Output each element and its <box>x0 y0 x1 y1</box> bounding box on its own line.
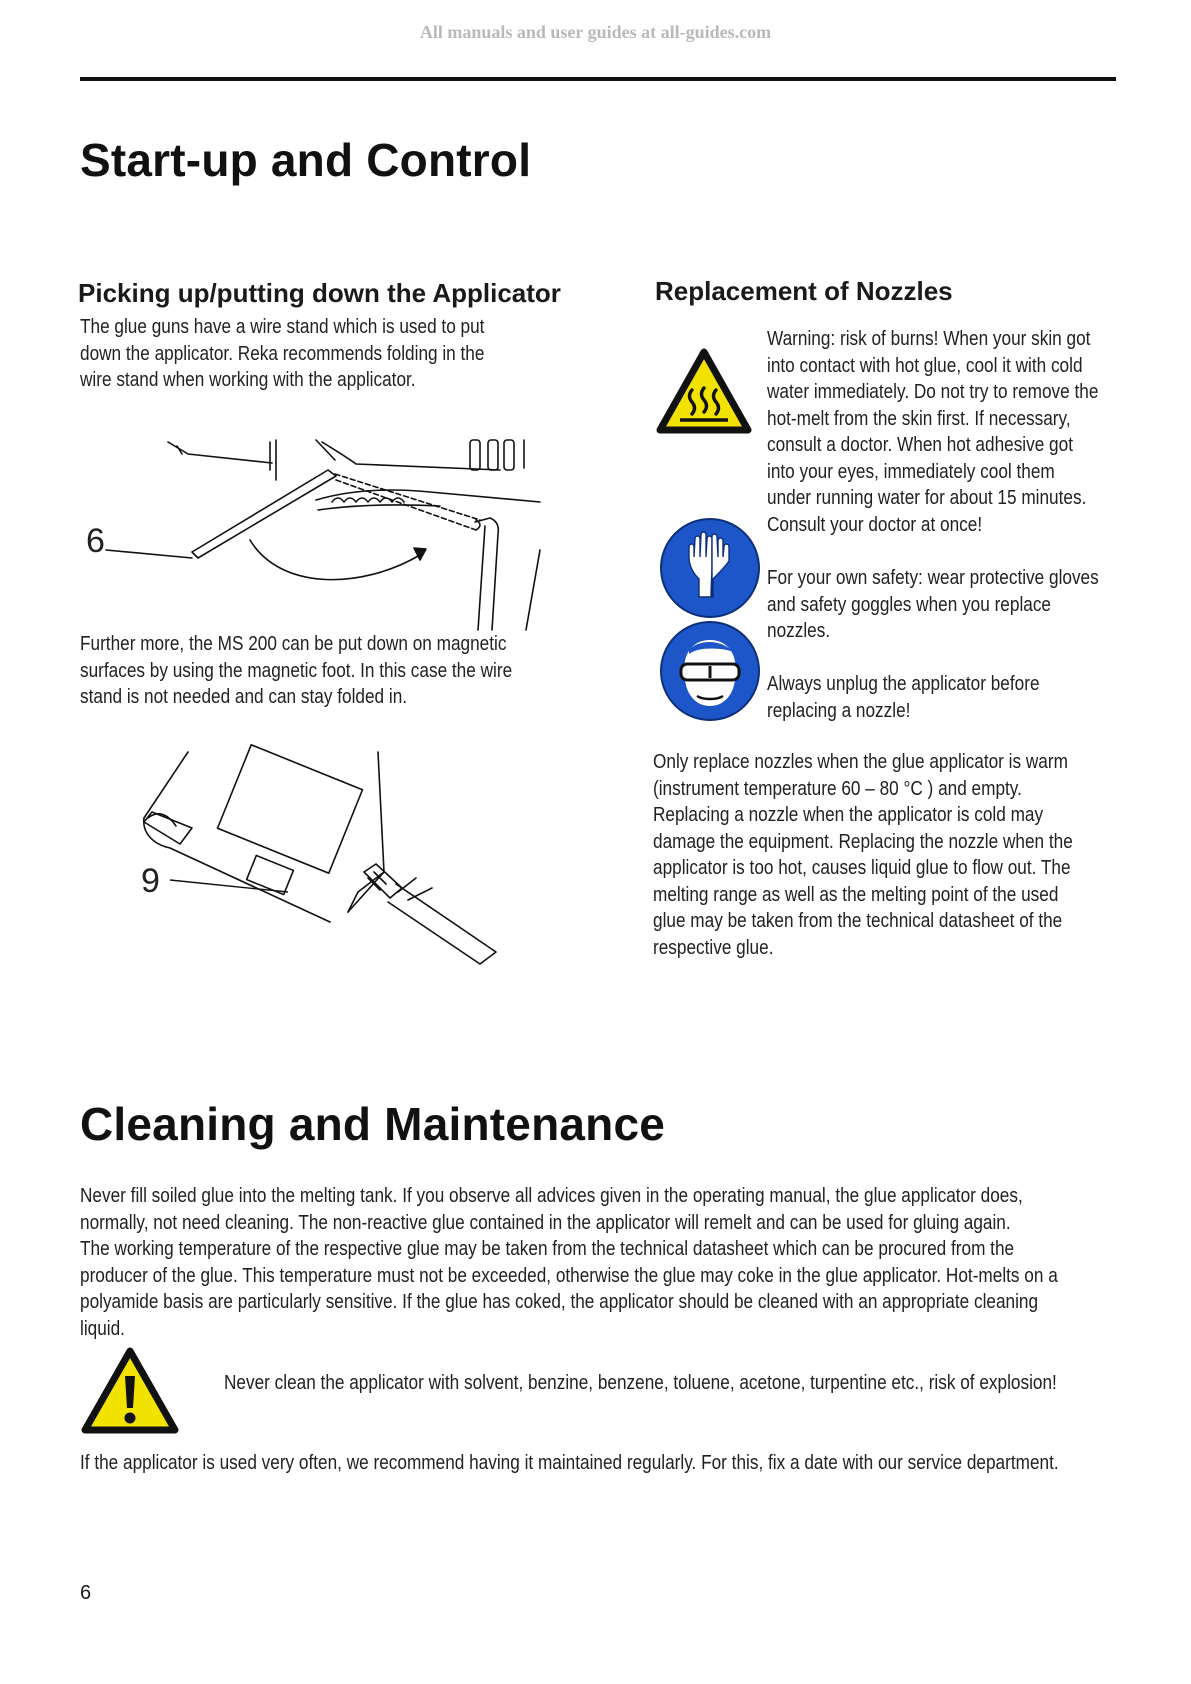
text-line: polyamide basis are particularly sensitive. If the glue has coked, the applicator should be cleaned with an appropriate cleaning <box>80 1291 1039 1313</box>
text-line: Always unplug the applicator before <box>767 673 1040 695</box>
exclamation-warning-icon <box>80 1346 180 1436</box>
text-line: hot-melt from the skin first. If necessary, <box>767 407 1071 430</box>
unplug-text <box>767 671 1040 724</box>
text-line: liquid. <box>80 1317 125 1340</box>
applicator-paragraph-1 <box>80 314 484 394</box>
text-line: The working temperature of the respective glue may be taken from the technical datasheet which can be procured from the <box>80 1238 1015 1260</box>
text-line: producer of the glue. This temperature must not be exceeded, otherwise the glue may coke in the glue applicator. Hot-melts on a <box>80 1264 1058 1287</box>
top-rule <box>80 77 1116 81</box>
replace-nozzle-paragraph <box>653 749 1073 961</box>
text-line: nozzles. <box>767 620 831 642</box>
text-line: Consult your doctor at once! <box>767 513 983 536</box>
nozzles-heading: Replacement of Nozzles <box>655 276 953 306</box>
figure-label-9: 9 <box>141 862 160 900</box>
text-line: stand is not needed and can stay folded in. <box>80 686 408 708</box>
text-line: down the applicator. Reka recommends folding in the <box>80 342 485 365</box>
burn-warning-text <box>767 326 1098 538</box>
page-title: Start-up and Control <box>80 134 532 186</box>
text-line: applicator is too hot, causes liquid glue to flow out. The <box>653 857 1071 879</box>
page-number: 6 <box>80 1582 92 1604</box>
service-text <box>80 1450 1059 1477</box>
text-line: melting range as well as the melting point of the used <box>653 883 1059 906</box>
text-line: Further more, the MS 200 can be put down on magnetic <box>80 633 507 655</box>
text-line: Never clean the applicator with solvent, benzine, benzene, toluene, acetone, turpentine etc., risk of explosion! <box>224 1372 1057 1394</box>
text-line: respective glue. <box>653 936 774 959</box>
text-line: Warning: risk of burns! When your skin got <box>767 328 1091 350</box>
text-line: water immediately. Do not try to remove the <box>767 381 1099 403</box>
applicator-paragraph-2 <box>80 631 512 711</box>
text-line: into contact with hot glue, cool it with cold <box>767 354 1083 377</box>
text-line: damage the equipment. Replacing the nozzle when the <box>653 830 1073 853</box>
text-line: normally, not need cleaning. The non-reactive glue contained in the applicator will remelt and can be used for gluing again. <box>80 1211 1011 1234</box>
text-line: wire stand when working with the applicator. <box>80 369 416 391</box>
text-line: and safety goggles when you replace <box>767 593 1052 616</box>
text-line: surfaces by using the magnetic foot. In this case the wire <box>80 659 513 682</box>
text-line: Never fill soiled glue into the melting tank. If you observe all advices given in the operating manual, the glue applicator does, <box>80 1185 1023 1207</box>
solvent-warning-text <box>224 1370 1057 1397</box>
text-line: replacing a nozzle! <box>767 699 911 722</box>
figure-label-6: 6 <box>86 522 105 560</box>
cleaning-paragraph <box>80 1183 1058 1342</box>
safety-goggles-icon <box>659 620 761 722</box>
text-line: into your eyes, immediately cool them <box>767 460 1055 483</box>
cleaning-title: Cleaning and Maintenance <box>80 1098 666 1150</box>
text-line: under running water for about 15 minutes. <box>767 487 1087 509</box>
text-line: The glue guns have a wire stand which is used to put <box>80 316 485 338</box>
applicator-heading: Picking up/putting down the Applicator <box>78 278 561 308</box>
text-line: glue may be taken from the technical datasheet of the <box>653 910 1063 932</box>
text-line: Replacing a nozzle when the applicator is cold may <box>653 804 1044 826</box>
text-line: For your own safety: wear protective gloves <box>767 567 1099 589</box>
text-line: If the applicator is used very often, we recommend having it maintained regularly. For this, fix a date with our service department. <box>80 1452 1059 1474</box>
text-line: (instrument temperature 60 – 80 °C ) and empty. <box>653 777 1022 800</box>
protective-gloves-icon <box>659 517 761 619</box>
hot-surface-warning-icon <box>656 348 752 436</box>
watermark: All manuals and user guides at all-guides.com <box>419 22 772 42</box>
text-line: consult a doctor. When hot adhesive got <box>767 434 1073 456</box>
text-line: Only replace nozzles when the glue applicator is warm <box>653 751 1068 773</box>
safety-text <box>767 565 1099 645</box>
magnetic-foot-figure <box>140 752 510 972</box>
wire-stand-figure <box>80 430 540 630</box>
